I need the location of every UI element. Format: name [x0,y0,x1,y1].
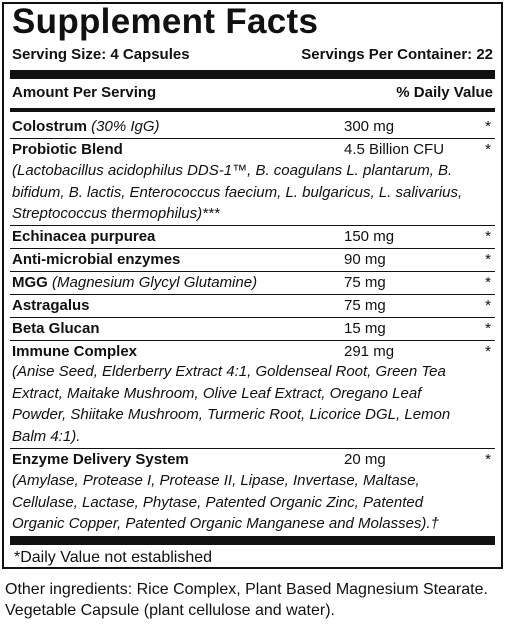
nutrient-row-beta-glucan [12,319,493,338]
daily-value-mark: * [485,297,491,314]
nutrient-row-colostrum [12,117,493,136]
row-divider [10,294,495,295]
nutrient-name: Beta Glucan [12,320,100,337]
daily-value-mark: * [485,118,491,135]
column-header [12,84,493,102]
servings-per-container: Servings Per Container: 22 [301,46,493,63]
nutrient-desc: (30% IgG) [91,118,160,135]
row-divider [10,317,495,318]
other-ingredients: Other ingredients: Rice Complex, Plant Based Magnesium Stearate. Vegetable Capsule (plant cellulose and water). [5,581,488,619]
nutrient-name: Astragalus [12,297,90,314]
nutrient-amount: 150 mg [344,228,395,245]
nutrient-row-mgg [12,273,493,292]
nutrient-name: Enzyme Delivery System [12,451,189,468]
footnote: *Daily Value not established [14,549,213,566]
serving-info [12,46,493,64]
nutrient-amount: 90 mg [344,251,386,268]
panel-title: Supplement Facts [12,2,319,41]
nutrient-row-echinacea [12,227,493,246]
daily-value-label: % Daily Value [396,84,493,101]
nutrient-row-probiotic-blend [12,140,493,159]
daily-value-mark: * [485,343,491,360]
nutrient-name: MGG [12,274,48,291]
row-divider [10,138,495,139]
nutrient-amount: 15 mg [344,320,386,337]
nutrient-name: Colostrum [12,118,87,135]
row-divider [10,225,495,226]
nutrient-row-astragalus [12,296,493,315]
daily-value-mark: * [485,274,491,291]
probiotic-blend-ingredients: (Lactobacillus acidophilus DDS-1™, B. coagulans L. plantarum, B. bifidum, B. lactis, Enterococcus faecium, L. bulgaricus, L. salivarius, Streptococcus thermophilus)*** [12,162,463,222]
nutrient-amount: 300 mg [344,118,395,135]
nutrient-row-anti-microbial-enzymes [12,250,493,269]
medium-divider [10,108,495,112]
supplement-facts-panel [2,2,503,569]
daily-value-mark: * [485,251,491,268]
daily-value-mark: * [485,141,491,158]
row-divider [10,340,495,341]
immune-complex-ingredients: (Anise Seed, Elderberry Extract 4:1, Goldenseal Root, Green Tea Extract, Maitake Mushroom, Olive Leaf Extract, Oregano Leaf Powder, Shiitake Mushroom, Turmeric Root, Licorice DGL, Lemon Balm 4:1). [12,363,451,445]
nutrient-amount: 75 mg [344,274,386,291]
nutrient-amount: 75 mg [344,297,386,314]
daily-value-mark: * [485,320,491,337]
nutrient-name: Echinacea purpurea [12,228,156,245]
nutrient-row-immune-complex [12,342,493,361]
nutrient-row-enzyme-delivery-system [12,450,493,469]
nutrient-amount: 20 mg [344,451,386,468]
serving-size: Serving Size: 4 Capsules [12,46,190,63]
nutrient-amount: 291 mg [344,343,395,360]
nutrient-name: Immune Complex [12,343,138,360]
nutrient-desc: (Magnesium Glycyl Glutamine) [52,274,258,291]
thick-divider [10,536,495,545]
nutrient-name: Probiotic Blend [12,141,123,158]
nutrient-name: Anti-microbial enzymes [12,251,181,268]
daily-value-mark: * [485,228,491,245]
row-divider [10,271,495,272]
row-divider [10,448,495,449]
amount-per-serving-label: Amount Per Serving [12,84,157,101]
daily-value-mark: * [485,451,491,468]
thick-divider [10,70,495,79]
nutrient-amount: 4.5 Billion CFU [344,141,445,158]
row-divider [10,248,495,249]
enzyme-delivery-ingredients: (Amylase, Protease I, Protease II, Lipase, Invertase, Maltase, Cellulase, Lactase, Phytase, Patented Organic Zinc, Patented Organic Copper, Patented Organic Manganese and Molasses).† [12,472,439,532]
